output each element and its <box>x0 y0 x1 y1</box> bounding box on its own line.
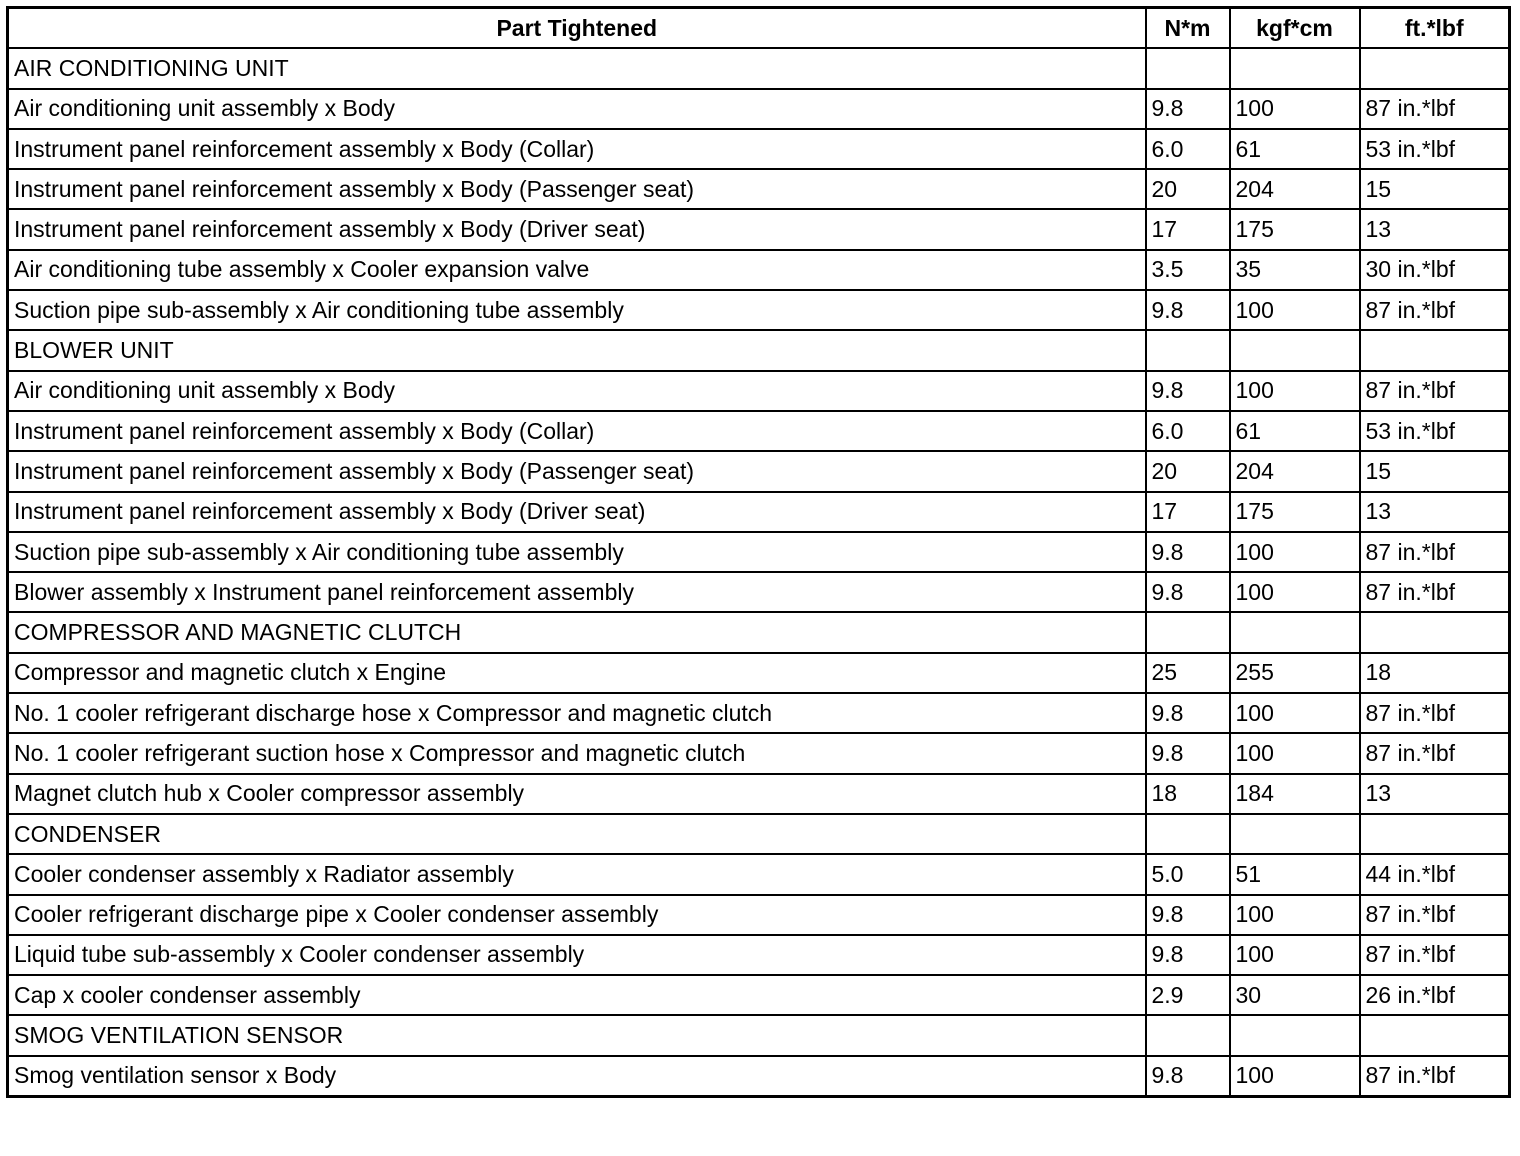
table-row <box>8 895 1510 935</box>
cell-nm: 9.8 <box>1146 693 1230 733</box>
cell-ft: 44 in.*lbf <box>1360 854 1510 894</box>
cell-part: BLOWER UNIT <box>8 330 1146 370</box>
cell-ft: 87 in.*lbf <box>1360 935 1510 975</box>
cell-ft <box>1360 612 1510 652</box>
cell-part: Blower assembly x Instrument panel reinforcement assembly <box>8 572 1146 612</box>
cell-kgf <box>1230 1015 1360 1055</box>
cell-part: Smog ventilation sensor x Body <box>8 1056 1146 1097</box>
table-row <box>8 693 1510 733</box>
cell-kgf: 175 <box>1230 492 1360 532</box>
cell-part: Liquid tube sub-assembly x Cooler condenser assembly <box>8 935 1146 975</box>
table-row <box>8 371 1510 411</box>
cell-nm <box>1146 814 1230 854</box>
cell-part: SMOG VENTILATION SENSOR <box>8 1015 1146 1055</box>
cell-ft: 53 in.*lbf <box>1360 129 1510 169</box>
cell-kgf: 100 <box>1230 693 1360 733</box>
cell-nm: 25 <box>1146 653 1230 693</box>
cell-part: Compressor and magnetic clutch x Engine <box>8 653 1146 693</box>
cell-part: Instrument panel reinforcement assembly x Body (Passenger seat) <box>8 451 1146 491</box>
cell-part: Suction pipe sub-assembly x Air conditioning tube assembly <box>8 532 1146 572</box>
cell-nm <box>1146 1015 1230 1055</box>
table-row <box>8 935 1510 975</box>
cell-ft: 30 in.*lbf <box>1360 250 1510 290</box>
cell-nm: 17 <box>1146 492 1230 532</box>
cell-kgf: 100 <box>1230 572 1360 612</box>
cell-part: Air conditioning tube assembly x Cooler expansion valve <box>8 250 1146 290</box>
cell-part: Instrument panel reinforcement assembly x Body (Driver seat) <box>8 492 1146 532</box>
table-row <box>8 653 1510 693</box>
cell-kgf: 100 <box>1230 1056 1360 1097</box>
section-row <box>8 814 1510 854</box>
cell-ft <box>1360 48 1510 88</box>
cell-ft: 26 in.*lbf <box>1360 975 1510 1015</box>
cell-nm: 9.8 <box>1146 371 1230 411</box>
cell-kgf: 100 <box>1230 733 1360 773</box>
section-row <box>8 1015 1510 1055</box>
table-row <box>8 129 1510 169</box>
cell-kgf: 255 <box>1230 653 1360 693</box>
cell-nm: 2.9 <box>1146 975 1230 1015</box>
table-row <box>8 854 1510 894</box>
cell-part: Instrument panel reinforcement assembly x Body (Driver seat) <box>8 209 1146 249</box>
cell-kgf: 100 <box>1230 935 1360 975</box>
cell-ft: 87 in.*lbf <box>1360 89 1510 129</box>
table-row <box>8 492 1510 532</box>
cell-part: CONDENSER <box>8 814 1146 854</box>
cell-ft: 87 in.*lbf <box>1360 572 1510 612</box>
cell-kgf <box>1230 814 1360 854</box>
cell-ft <box>1360 1015 1510 1055</box>
cell-ft: 15 <box>1360 169 1510 209</box>
cell-kgf: 51 <box>1230 854 1360 894</box>
table-row <box>8 290 1510 330</box>
cell-ft: 87 in.*lbf <box>1360 693 1510 733</box>
cell-kgf: 175 <box>1230 209 1360 249</box>
section-row <box>8 48 1510 88</box>
cell-nm: 20 <box>1146 169 1230 209</box>
cell-part: Suction pipe sub-assembly x Air conditioning tube assembly <box>8 290 1146 330</box>
cell-kgf <box>1230 612 1360 652</box>
cell-kgf: 204 <box>1230 169 1360 209</box>
cell-part: Instrument panel reinforcement assembly x Body (Collar) <box>8 129 1146 169</box>
cell-kgf: 184 <box>1230 774 1360 814</box>
cell-part: Instrument panel reinforcement assembly x Body (Collar) <box>8 411 1146 451</box>
cell-ft: 18 <box>1360 653 1510 693</box>
table-row <box>8 532 1510 572</box>
cell-kgf: 100 <box>1230 290 1360 330</box>
cell-nm: 6.0 <box>1146 411 1230 451</box>
table-row <box>8 411 1510 451</box>
cell-ft: 87 in.*lbf <box>1360 290 1510 330</box>
table-row <box>8 209 1510 249</box>
cell-ft: 13 <box>1360 774 1510 814</box>
cell-nm <box>1146 330 1230 370</box>
cell-kgf: 35 <box>1230 250 1360 290</box>
cell-ft <box>1360 814 1510 854</box>
cell-ft: 87 in.*lbf <box>1360 733 1510 773</box>
cell-kgf: 100 <box>1230 89 1360 129</box>
cell-kgf: 100 <box>1230 532 1360 572</box>
cell-part: Cooler refrigerant discharge pipe x Cooler condenser assembly <box>8 895 1146 935</box>
cell-nm <box>1146 48 1230 88</box>
cell-part: Air conditioning unit assembly x Body <box>8 89 1146 129</box>
table-row <box>8 1056 1510 1097</box>
cell-nm: 9.8 <box>1146 572 1230 612</box>
column-header-ft: ft.*lbf <box>1360 8 1510 49</box>
cell-ft: 53 in.*lbf <box>1360 411 1510 451</box>
cell-ft: 87 in.*lbf <box>1360 1056 1510 1097</box>
cell-nm: 9.8 <box>1146 290 1230 330</box>
cell-ft: 87 in.*lbf <box>1360 532 1510 572</box>
cell-kgf <box>1230 330 1360 370</box>
cell-part: No. 1 cooler refrigerant discharge hose x Compressor and magnetic clutch <box>8 693 1146 733</box>
cell-kgf: 100 <box>1230 371 1360 411</box>
cell-nm: 18 <box>1146 774 1230 814</box>
table-row <box>8 451 1510 491</box>
cell-nm: 9.8 <box>1146 89 1230 129</box>
cell-part: Cooler condenser assembly x Radiator assembly <box>8 854 1146 894</box>
table-row <box>8 774 1510 814</box>
cell-ft: 13 <box>1360 492 1510 532</box>
cell-nm: 9.8 <box>1146 733 1230 773</box>
cell-part: Cap x cooler condenser assembly <box>8 975 1146 1015</box>
cell-nm: 17 <box>1146 209 1230 249</box>
cell-kgf: 61 <box>1230 411 1360 451</box>
table-row <box>8 89 1510 129</box>
table-row <box>8 169 1510 209</box>
cell-nm <box>1146 612 1230 652</box>
torque-spec-table <box>6 6 1511 1098</box>
cell-nm: 6.0 <box>1146 129 1230 169</box>
table-body <box>8 48 1510 1096</box>
table-row <box>8 733 1510 773</box>
cell-kgf: 100 <box>1230 895 1360 935</box>
cell-nm: 9.8 <box>1146 532 1230 572</box>
cell-nm: 9.8 <box>1146 895 1230 935</box>
cell-kgf <box>1230 48 1360 88</box>
cell-nm: 9.8 <box>1146 935 1230 975</box>
section-row <box>8 612 1510 652</box>
table-row <box>8 572 1510 612</box>
cell-ft: 13 <box>1360 209 1510 249</box>
cell-part: Magnet clutch hub x Cooler compressor assembly <box>8 774 1146 814</box>
cell-part: COMPRESSOR AND MAGNETIC CLUTCH <box>8 612 1146 652</box>
cell-nm: 9.8 <box>1146 1056 1230 1097</box>
cell-nm: 20 <box>1146 451 1230 491</box>
section-row <box>8 330 1510 370</box>
header-row <box>8 8 1510 49</box>
table-row <box>8 975 1510 1015</box>
cell-kgf: 30 <box>1230 975 1360 1015</box>
cell-ft: 87 in.*lbf <box>1360 895 1510 935</box>
table-row <box>8 250 1510 290</box>
column-header-nm: N*m <box>1146 8 1230 49</box>
cell-ft: 87 in.*lbf <box>1360 371 1510 411</box>
column-header-part: Part Tightened <box>8 8 1146 49</box>
cell-nm: 5.0 <box>1146 854 1230 894</box>
cell-part: Air conditioning unit assembly x Body <box>8 371 1146 411</box>
cell-part: AIR CONDITIONING UNIT <box>8 48 1146 88</box>
cell-ft: 15 <box>1360 451 1510 491</box>
cell-ft <box>1360 330 1510 370</box>
cell-kgf: 61 <box>1230 129 1360 169</box>
cell-nm: 3.5 <box>1146 250 1230 290</box>
table-header <box>8 8 1510 49</box>
column-header-kgf: kgf*cm <box>1230 8 1360 49</box>
cell-part: Instrument panel reinforcement assembly x Body (Passenger seat) <box>8 169 1146 209</box>
cell-part: No. 1 cooler refrigerant suction hose x Compressor and magnetic clutch <box>8 733 1146 773</box>
cell-kgf: 204 <box>1230 451 1360 491</box>
